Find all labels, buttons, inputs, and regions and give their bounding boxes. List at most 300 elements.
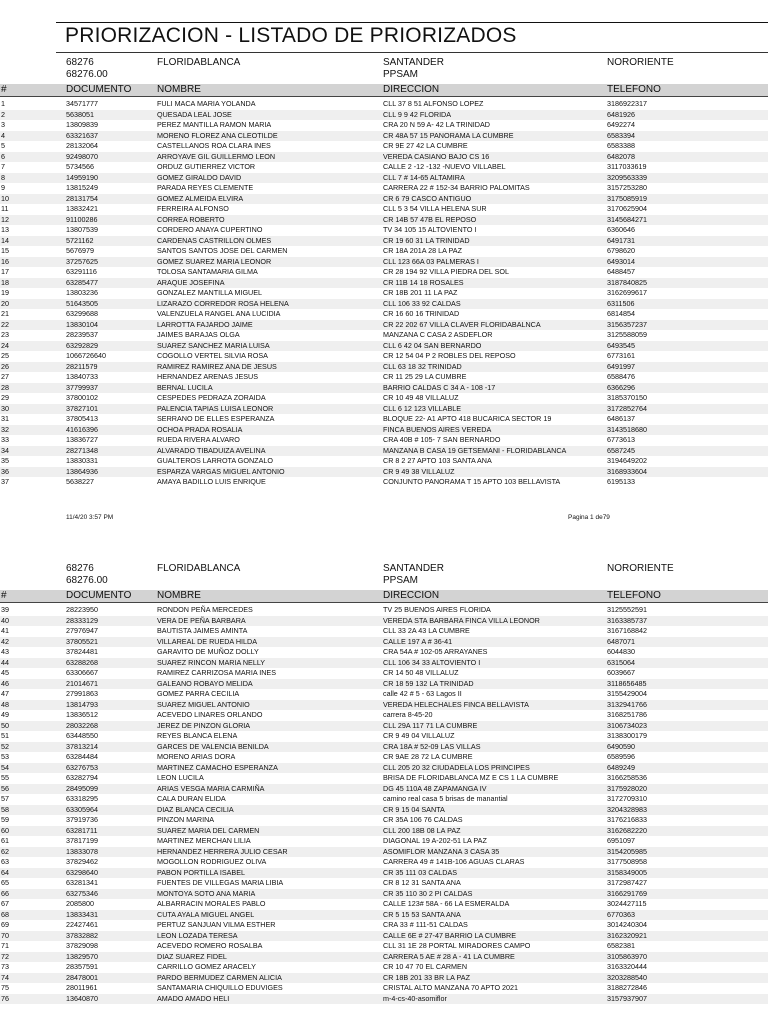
column-header-direccion: DIRECCION	[383, 590, 440, 601]
document-cell: 37813214	[66, 741, 98, 751]
table-row	[0, 131, 768, 141]
address-cell: CARRERA 22 # 152-34 BARRIO PALOMITAS	[383, 183, 530, 192]
address-cell: CR 14 50 48 VILLALUZ	[383, 668, 459, 677]
document-cell: 63284484	[66, 752, 98, 761]
address-cell: CRA 18A # 52-09 LAS VILLAS	[383, 741, 481, 751]
document-cell: 28011961	[66, 983, 98, 992]
phone-cell: 6490590	[607, 741, 635, 751]
address-cell: VEREDA HELECHALES FINCA BELLAVISTA	[383, 699, 529, 709]
table-row	[0, 689, 768, 699]
row-number: 10	[1, 193, 9, 203]
row-number: 54	[1, 762, 9, 772]
document-cell: 13840733	[66, 372, 98, 381]
table-row	[0, 309, 768, 319]
name-cell: CORREA ROBERTO	[157, 214, 225, 224]
document-cell: 63306667	[66, 668, 98, 677]
name-cell: LEON LOZADA TERESA	[157, 930, 238, 940]
address-cell: DIAGONAL 19 A-202-51 LA PAZ	[383, 836, 487, 845]
table-header-rule	[0, 96, 768, 97]
row-number: 17	[1, 267, 9, 276]
page-title: PRIORIZACION - LISTADO DE PRIORIZADOS	[65, 24, 517, 47]
row-number: 6	[1, 151, 5, 161]
row-number: 37	[1, 477, 9, 486]
address-cell: CR 6 79 CASCO ANTIGUO	[383, 193, 472, 203]
phone-cell: 6195133	[607, 477, 635, 486]
phone-cell: 6814854	[607, 309, 635, 318]
address-cell: CALLE 2 -12 -132 -NUEVO VILLABEL	[383, 162, 506, 171]
row-number: 21	[1, 309, 9, 318]
address-cell: CLL 63 18 32 TRINIDAD	[383, 361, 462, 371]
document-cell: 5734566	[66, 162, 94, 171]
municipality-code-decimal: 68276.00	[66, 575, 108, 586]
row-number: 18	[1, 277, 9, 287]
phone-cell: 6770363	[607, 909, 635, 919]
phone-cell: 3167168842	[607, 626, 647, 635]
row-number: 57	[1, 794, 9, 803]
table-row	[0, 878, 768, 888]
column-header-telefono: TELEFONO	[607, 84, 661, 95]
table-row	[0, 404, 768, 414]
row-number: 33	[1, 435, 9, 444]
table-row	[0, 626, 768, 636]
phone-cell: 6589596	[607, 752, 635, 761]
name-cell: DIAZ SUAREZ FIDEL	[157, 951, 227, 961]
name-cell: GOMEZ GIRALDO DAVID	[157, 172, 242, 182]
name-cell: MARTINEZ MERCHAN LILIA	[157, 836, 251, 845]
table-row	[0, 836, 768, 846]
address-cell: CR 10 49 48 VILLALUZ	[383, 393, 459, 402]
document-cell: 63305964	[66, 804, 98, 814]
table-row	[0, 278, 768, 288]
row-number: 53	[1, 752, 9, 761]
phone-cell: 3155429004	[607, 689, 647, 698]
phone-cell: 3125588059	[607, 330, 647, 339]
program-name: PPSAM	[383, 69, 419, 80]
address-cell: CRA 20 N 59 A- 42 LA TRINIDAD	[383, 120, 490, 129]
document-cell: 91100286	[66, 214, 98, 224]
name-cell: ALBARRACIN MORALES PABLO	[157, 899, 266, 908]
name-cell: RAMIREZ CARRIZOSA MARIA INES	[157, 668, 277, 677]
name-cell: AMAYA BADILLO LUIS ENRIQUE	[157, 477, 266, 486]
row-number: 49	[1, 710, 9, 719]
phone-cell: 6583394	[607, 130, 635, 140]
document-cell: 37805413	[66, 414, 98, 423]
table-row	[0, 983, 768, 993]
address-cell: FINCA BUENOS AIRES VEREDA	[383, 424, 492, 434]
phone-cell: 3156357237	[607, 319, 647, 329]
phone-cell: 3125552591	[607, 605, 647, 614]
document-cell: 22427461	[66, 920, 98, 929]
address-cell: CR 14B 57 47B EL REPOSO	[383, 214, 477, 224]
document-cell: 13809839	[66, 120, 98, 129]
phone-cell: 3188272846	[607, 983, 647, 992]
document-cell: 63281341	[66, 878, 98, 887]
address-cell: CR 9AE 28 72 LA CUMBRE	[383, 752, 473, 761]
row-number: 71	[1, 941, 9, 950]
address-cell: CRISTAL ALTO MANZANA 70 APTO 2021	[383, 983, 519, 992]
name-cell: PARADA REYES CLEMENTE	[157, 183, 254, 192]
row-number: 13	[1, 225, 9, 234]
name-cell: MONTOYA SOTO ANA MARIA	[157, 888, 256, 898]
table-row	[0, 752, 768, 762]
table-row	[0, 952, 768, 962]
table-row	[0, 962, 768, 972]
name-cell: GONZALEZ MANTILLA MIGUEL	[157, 288, 263, 297]
document-cell: 34571777	[66, 99, 98, 108]
column-header-telefono: TELEFONO	[607, 590, 661, 601]
column-header-nombre: NOMBRE	[157, 84, 201, 95]
row-number: 11	[1, 204, 9, 213]
phone-cell: 3162699617	[607, 288, 647, 297]
table-row	[0, 456, 768, 466]
address-cell: CR 8 2 27 APTO 103 SANTA ANA	[383, 456, 492, 465]
row-number: 76	[1, 993, 9, 1003]
phone-cell: 3162682220	[607, 825, 647, 835]
address-cell: CLL 106 33 92 CALDAS	[383, 298, 461, 308]
phone-cell: 6491997	[607, 361, 635, 371]
phone-cell: 6583388	[607, 141, 635, 150]
document-cell: 28357591	[66, 962, 98, 971]
phone-cell: 3014240304	[607, 920, 647, 929]
phone-cell: 3166291769	[607, 888, 647, 898]
address-cell: BRISA DE FLORIDABLANCA MZ E CS 1 LA CUMBRE	[383, 773, 559, 782]
table-row	[0, 731, 768, 741]
document-cell: 63321637	[66, 130, 98, 140]
document-cell: 37829462	[66, 857, 98, 866]
row-number: 46	[1, 678, 9, 688]
table-row	[0, 372, 768, 382]
row-number: 31	[1, 414, 9, 423]
row-number: 30	[1, 403, 9, 413]
table-row	[0, 742, 768, 752]
table-row	[0, 225, 768, 235]
address-cell: CRA 40B # 105- 7 SAN BERNARDO	[383, 435, 501, 444]
name-cell: BERNAL LUCILA	[157, 382, 213, 392]
address-cell: CLL 5 3 54 VILLA HELENA SUR	[383, 204, 487, 213]
table-row	[0, 647, 768, 657]
document-cell: 21014671	[66, 678, 98, 688]
table-row	[0, 414, 768, 424]
address-cell: CARRERA 5 AE # 28 A - 41 LA CUMBRE	[383, 951, 515, 961]
name-cell: MOGOLLON RODRIGUEZ OLIVA	[157, 857, 267, 866]
document-cell: 37829098	[66, 941, 98, 950]
phone-cell: 6773161	[607, 351, 635, 360]
document-cell: 2085800	[66, 899, 94, 908]
row-number: 66	[1, 888, 9, 898]
table-row	[0, 920, 768, 930]
phone-cell: 6486137	[607, 414, 635, 423]
document-cell: 37827101	[66, 403, 98, 413]
address-cell: CLL 205 20 32 CIUDADELA LOS PRINCIPES	[383, 762, 530, 772]
phone-cell: 3186922317	[607, 99, 647, 108]
table-row	[0, 351, 768, 361]
table-row	[0, 215, 768, 225]
phone-cell: 6587245	[607, 445, 635, 455]
name-cell: GARAVITO DE MUÑOZ DOLLY	[157, 647, 259, 656]
name-cell: GALEANO ROBAYO MELIDA	[157, 678, 253, 688]
name-cell: VALENZUELA RANGEL ANA LUCIDIA	[157, 309, 281, 318]
phone-cell: 3172709310	[607, 794, 647, 803]
address-cell: CR 5 15 53 SANTA ANA	[383, 909, 461, 919]
name-cell: CARDENAS CASTRILLON OLMES	[157, 235, 272, 245]
row-number: 22	[1, 319, 9, 329]
table-row	[0, 931, 768, 941]
municipality-code: 68276	[66, 563, 94, 574]
phone-cell: 3172987427	[607, 878, 647, 887]
column-header-documento: DOCUMENTO	[66, 590, 132, 601]
document-cell: 63276753	[66, 762, 98, 772]
document-cell: 92498070	[66, 151, 98, 161]
name-cell: ARAQUE JOSEFINA	[157, 277, 225, 287]
document-cell: 13803236	[66, 288, 98, 297]
table-row	[0, 710, 768, 720]
phone-cell: 3162320921	[607, 930, 647, 940]
name-cell: SUAREZ RINCON MARIA NELLY	[157, 657, 266, 667]
phone-cell: 3176216833	[607, 815, 647, 824]
document-cell: 37799937	[66, 382, 98, 392]
address-cell: BARRIO CALDAS C 34 A - 108 -17	[383, 382, 496, 392]
row-number: 15	[1, 246, 9, 255]
table-row	[0, 973, 768, 983]
row-number: 24	[1, 340, 9, 350]
document-cell: 13836512	[66, 710, 98, 719]
phone-cell: 3170625904	[607, 204, 647, 213]
table-row	[0, 362, 768, 372]
phone-cell: 3172852764	[607, 403, 647, 413]
document-cell: 63288268	[66, 657, 98, 667]
row-number: 44	[1, 657, 9, 667]
table-row	[0, 257, 768, 267]
table-row	[0, 910, 768, 920]
address-cell: CR 10 47 70 EL CARMEN	[383, 962, 468, 971]
name-cell: REYES BLANCA ELENA	[157, 731, 238, 740]
row-number: 1	[1, 99, 5, 108]
document-cell: 28223950	[66, 605, 98, 614]
table-row	[0, 794, 768, 804]
row-number: 56	[1, 783, 9, 793]
table-row	[0, 467, 768, 477]
row-number: 42	[1, 636, 9, 646]
phone-cell: 3106734023	[607, 720, 647, 730]
name-cell: PABON PORTILLA ISABEL	[157, 867, 246, 877]
municipality-name: FLORIDABLANCA	[157, 57, 241, 68]
phone-cell: 6039667	[607, 668, 635, 677]
name-cell: HERNANDEZ HERRERA JULIO CESAR	[157, 846, 288, 856]
document-cell: 37257625	[66, 256, 98, 266]
name-cell: VILLAREAL DE RUEDA HILDA	[157, 636, 257, 646]
column-header-nombre: NOMBRE	[157, 590, 201, 601]
row-number: 32	[1, 424, 9, 434]
table-header-rule	[0, 602, 768, 603]
name-cell: ACEVEDO ROMERO ROSALBA	[157, 941, 263, 950]
name-cell: GOMEZ PARRA CECILIA	[157, 689, 240, 698]
address-cell: CRA 54A # 102-05 ARRAYANES	[383, 647, 488, 656]
row-number: 61	[1, 836, 9, 845]
document-cell: 63318295	[66, 794, 98, 803]
address-cell: m-4-cs-40-asomiflor	[383, 993, 447, 1003]
table-row	[0, 246, 768, 256]
phone-cell: 3157937907	[607, 993, 647, 1003]
phone-cell: 6482078	[607, 151, 635, 161]
table-row	[0, 679, 768, 689]
name-cell: GOMEZ SUAREZ MARIA LEONOR	[157, 256, 272, 266]
name-cell: SANTAMARIA CHIQUILLO EDUVIGES	[157, 983, 283, 992]
name-cell: AMADO AMADO HELI	[157, 993, 230, 1003]
name-cell: CARRILLO GOMEZ ARACELY	[157, 962, 256, 971]
document-cell: 63298640	[66, 867, 98, 877]
row-number: 16	[1, 256, 9, 266]
row-number: 19	[1, 288, 9, 297]
address-cell: CRA 33 # 111-51 CALDAS	[383, 920, 468, 929]
address-cell: CR 28 194 92 VILLA PIEDRA DEL SOL	[383, 267, 509, 276]
print-timestamp: 11/4/20 3:57 PM	[66, 514, 114, 521]
phone-cell: 6582381	[607, 941, 635, 950]
phone-cell: 6773613	[607, 435, 635, 444]
name-cell: GOMEZ ALMEIDA ELVIRA	[157, 193, 244, 203]
document-cell: 5721162	[66, 235, 94, 245]
phone-cell: 6488457	[607, 267, 635, 276]
name-cell: RUEDA RIVERA ALVARO	[157, 435, 240, 444]
name-cell: SANTOS SANTOS JOSE DEL CARMEN	[157, 246, 288, 255]
phone-cell: 6493545	[607, 340, 635, 350]
row-number: 62	[1, 846, 9, 856]
name-cell: DIAZ BLANCA CECILIA	[157, 804, 234, 814]
phone-cell: 3168251786	[607, 710, 647, 719]
name-cell: PINZON MARINA	[157, 815, 215, 824]
table-row	[0, 99, 768, 109]
phone-cell: 3185370150	[607, 393, 647, 402]
document-cell: 28271348	[66, 445, 98, 455]
document-cell: 37832882	[66, 930, 98, 940]
document-cell: 37817199	[66, 836, 98, 845]
phone-cell: 3163320444	[607, 962, 647, 971]
document-cell: 13830104	[66, 319, 98, 329]
name-cell: ARIAS VESGA MARIA CARMIÑA	[157, 783, 265, 793]
name-cell: CASTELLANOS ROA CLARA INES	[157, 141, 271, 150]
phone-cell: 6481926	[607, 109, 635, 119]
phone-cell: 3024427115	[607, 899, 647, 908]
name-cell: ALVARADO TIBADUIZA AVELINA	[157, 445, 266, 455]
table-row	[0, 299, 768, 309]
phone-cell: 3138300179	[607, 731, 647, 740]
address-cell: CALLE 123# 58A - 66 LA ESMERALDA	[383, 899, 510, 908]
name-cell: ARROYAVE GIL GUILLERMO LEON	[157, 151, 276, 161]
address-cell: CR 9 15 04 SANTA	[383, 804, 445, 814]
table-row	[0, 616, 768, 626]
municipality-name: FLORIDABLANCA	[157, 563, 241, 574]
table-row	[0, 784, 768, 794]
address-cell: DG 45 110A 48 ZAPAMANGA IV	[383, 783, 487, 793]
row-number: 55	[1, 773, 9, 782]
name-cell: JEREZ DE PINZON GLORIA	[157, 720, 251, 730]
document-cell: 14959190	[66, 172, 98, 182]
row-number: 23	[1, 330, 9, 339]
row-number: 65	[1, 878, 9, 887]
table-row	[0, 435, 768, 445]
address-cell: CLL 37 8 51 ALFONSO LOPEZ	[383, 99, 484, 108]
name-cell: FERREIRA ALFONSO	[157, 204, 229, 213]
phone-cell: 6798620	[607, 246, 635, 255]
table-row	[0, 700, 768, 710]
row-number: 43	[1, 647, 9, 656]
phone-cell: 6588476	[607, 372, 635, 381]
address-cell: CR 18A 201A 28 LA PAZ	[383, 246, 462, 255]
name-cell: RONDON PEÑA MERCEDES	[157, 605, 253, 614]
name-cell: QUESADA LEAL JOSE	[157, 109, 232, 119]
name-cell: FUENTES DE VILLEGAS MARIA LIBIA	[157, 878, 284, 887]
table-row	[0, 320, 768, 330]
phone-cell: 3118656485	[607, 678, 647, 688]
row-number: 60	[1, 825, 9, 835]
table-row	[0, 826, 768, 836]
document-cell: 13640870	[66, 993, 98, 1003]
row-number: 63	[1, 857, 9, 866]
phone-cell: 3204328983	[607, 804, 647, 814]
row-number: 48	[1, 699, 9, 709]
address-cell: VEREDA CASIANO BAJO CS 16	[383, 151, 490, 161]
table-row	[0, 773, 768, 783]
table-row	[0, 763, 768, 773]
address-cell: CLL 6 12 123 VILLABLE	[383, 403, 462, 413]
table-row	[0, 393, 768, 403]
address-cell: CLL 6 42 04 SAN BERNARDO	[383, 340, 482, 350]
document-cell: 13864936	[66, 466, 98, 476]
name-cell: GARCES DE VALENCIA BENILDA	[157, 741, 269, 751]
table-row	[0, 173, 768, 183]
name-cell: VERA DE PEÑA BARBARA	[157, 615, 246, 625]
document-cell: 28239537	[66, 330, 98, 339]
address-cell: TV 25 BUENOS AIRES FLORIDA	[383, 605, 491, 614]
row-number: 12	[1, 214, 9, 224]
phone-cell: 6044830	[607, 647, 635, 656]
row-number: 68	[1, 909, 9, 919]
table-row	[0, 637, 768, 647]
phone-cell: 6493014	[607, 256, 635, 266]
row-number: 25	[1, 351, 9, 360]
table-row	[0, 194, 768, 204]
address-cell: CR 18 59 132 LA TRINIDAD	[383, 678, 474, 688]
phone-cell: 3209563339	[607, 172, 647, 182]
row-number: 75	[1, 983, 9, 992]
table-row	[0, 162, 768, 172]
address-cell: CR 35A 106 76 CALDAS	[383, 815, 463, 824]
name-cell: PERTUZ SANJUAN VILMA ESTHER	[157, 920, 276, 929]
table-row	[0, 383, 768, 393]
phone-cell: 6491731	[607, 235, 635, 245]
name-cell: MORENO FLOREZ ANA CLEOTILDE	[157, 130, 278, 140]
address-cell: TV 34 105 15 ALTOVIENTO I	[383, 225, 477, 234]
name-cell: OCHOA PRADA ROSALIA	[157, 424, 243, 434]
row-number: 26	[1, 361, 9, 371]
table-row	[0, 330, 768, 340]
document-cell: 5638051	[66, 109, 94, 119]
row-number: 51	[1, 731, 9, 740]
document-cell: 63299688	[66, 309, 98, 318]
document-cell: 27991863	[66, 689, 98, 698]
table-row	[0, 120, 768, 130]
row-number: 52	[1, 741, 9, 751]
column-header-number: #	[1, 590, 7, 601]
address-cell: CR 16 60 16 TRINIDAD	[383, 309, 460, 318]
row-number: 58	[1, 804, 9, 814]
table-row	[0, 994, 768, 1004]
address-cell: MANZANA C CASA 2 ASDEFLOR	[383, 330, 493, 339]
document-cell: 5638227	[66, 477, 94, 486]
page-number: Pagina 1 de79	[568, 514, 610, 521]
name-cell: ACEVEDO LINARES ORLANDO	[157, 710, 263, 719]
table-row	[0, 236, 768, 246]
address-cell: CLL 29A 117 71 LA CUMBRE	[383, 720, 478, 730]
